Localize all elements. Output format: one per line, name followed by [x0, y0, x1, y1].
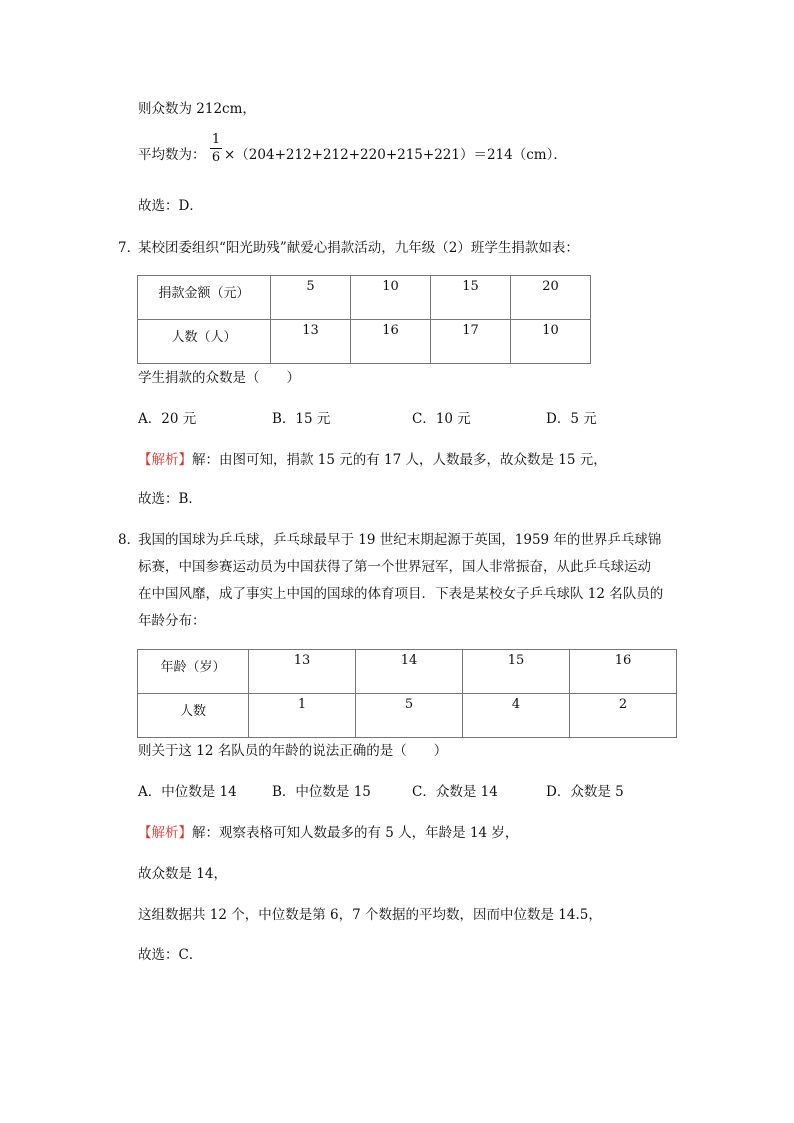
- table-cell: 14: [356, 650, 463, 694]
- table-cell: 15: [463, 650, 570, 694]
- table-cell: 20: [511, 276, 591, 320]
- q7-stem: [118, 236, 579, 256]
- q8-analysis-line-3: 这组数据共 12 个，中位数是第 6，7 个数据的平均数，因而中位数是 14.5，: [138, 907, 602, 923]
- table-cell: 15: [431, 276, 511, 320]
- fraction-numerator: 1: [211, 132, 221, 147]
- q8-question: 则关于这 12 名队员的年龄的说法正确的是（ ）: [138, 743, 448, 759]
- table-cell: 人数: [138, 694, 249, 738]
- q8-analysis-line-2: 故众数是 14，: [138, 866, 227, 882]
- q7-analysis: [138, 448, 607, 468]
- table-cell: 1: [249, 694, 356, 738]
- q8-age-table: [137, 649, 677, 738]
- q7-option-a[interactable]: A．20 元: [138, 411, 197, 427]
- table-row: [138, 694, 677, 738]
- table-cell: 4: [463, 694, 570, 738]
- table-cell: 17: [431, 320, 511, 364]
- q8-analysis-text: 解：观察表格可知人数最多的有 5 人，年龄是 14 岁，: [192, 825, 519, 841]
- table-cell: 13: [271, 320, 351, 364]
- q8-analysis: [138, 821, 518, 841]
- q8-stem-line-3: 在中国风靡，成了事实上中国的国球的体育项目．下表是某校女子乒乓球队 12 名队员的: [138, 586, 664, 602]
- mean-expression: ×（204+212+212+220+215+221）＝214（cm）．: [224, 147, 567, 163]
- table-cell: 捐款金额（元）: [138, 276, 271, 320]
- table-cell: 10: [511, 320, 591, 364]
- q8-answer: 故选：C．: [138, 947, 203, 963]
- q8-number: 8．: [118, 532, 141, 548]
- table-cell: 13: [249, 650, 356, 694]
- q7-question: 学生捐款的众数是（ ）: [138, 370, 300, 386]
- q7-analysis-text: 解：由图可知，捐款 15 元的有 17 人，人数最多，故众数是 15 元，: [192, 452, 607, 468]
- q7-analysis-tag: 【解析】: [138, 452, 192, 468]
- mode-line: 则众数为 212cm，: [138, 101, 256, 117]
- table-cell: 5: [271, 276, 351, 320]
- table-cell: 16: [351, 320, 431, 364]
- q7-option-d[interactable]: D．5 元: [546, 411, 597, 427]
- table-row: [138, 650, 677, 694]
- table-cell: 10: [351, 276, 431, 320]
- fraction-one-sixth: [210, 133, 222, 164]
- q8-stem-line-1: 8．我国的国球为乒乓球，乒乓球最早于 19 世纪末期起源于英国，1959 年的世界乒乓球锦: [118, 528, 661, 548]
- table-cell: 5: [356, 694, 463, 738]
- q7-number: 7．: [118, 240, 141, 256]
- fraction-denominator: 6: [211, 150, 221, 165]
- q7-text: 某校团委组织“阳光助残”献爱心捐款活动，九年级（2）班学生捐款如表：: [138, 240, 579, 256]
- q7-option-c[interactable]: C．10 元: [412, 411, 471, 427]
- mean-prefix: 平均数为：: [138, 147, 206, 163]
- q8-stem-line-4: 年龄分布：: [138, 613, 206, 629]
- prev-answer: 故选：D．: [138, 198, 203, 214]
- q7-option-b[interactable]: B．15 元: [272, 411, 331, 427]
- table-cell: 2: [570, 694, 677, 738]
- table-cell: 人数（人）: [138, 320, 271, 364]
- q8-option-d[interactable]: D．众数是 5: [546, 784, 624, 800]
- q8-stem-line-2: 标赛，中国参赛运动员为中国获得了第一个世界冠军，国人非常振奋，从此乒乓球运动: [138, 559, 651, 575]
- q8-option-b[interactable]: B．中位数是 15: [272, 784, 371, 800]
- table-row: [138, 320, 591, 364]
- table-row: [138, 276, 591, 320]
- table-cell: 16: [570, 650, 677, 694]
- q8-option-c[interactable]: C．众数是 14: [412, 784, 498, 800]
- q8-analysis-tag: 【解析】: [138, 825, 192, 841]
- q8-option-a[interactable]: A．中位数是 14: [138, 784, 237, 800]
- table-cell: 年龄（岁）: [138, 650, 249, 694]
- q7-donation-table: [137, 275, 591, 364]
- q7-answer: 故选：B．: [138, 491, 202, 507]
